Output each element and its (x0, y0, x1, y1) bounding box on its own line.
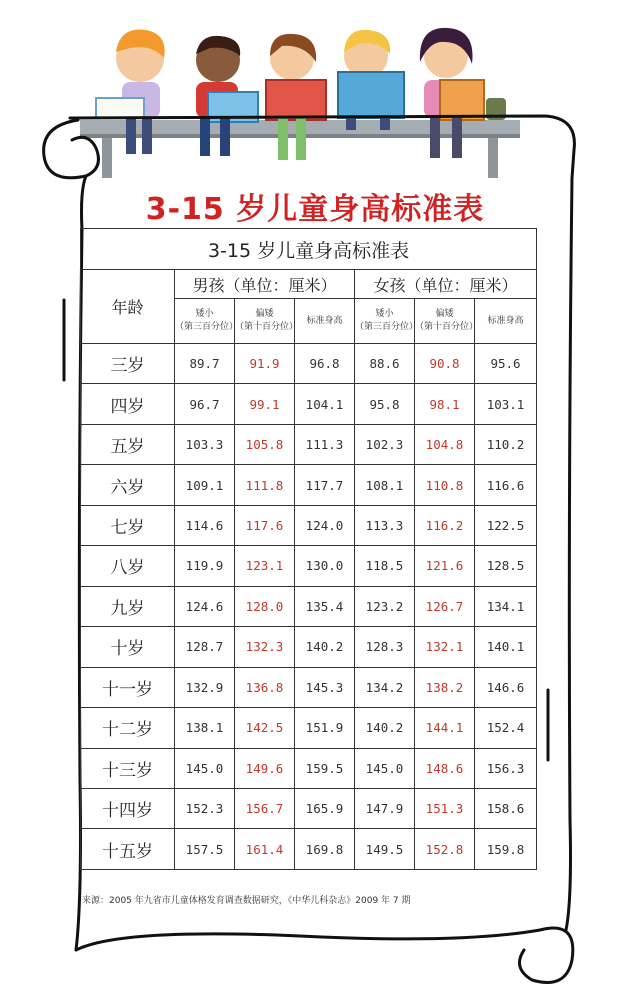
girls-lowish-value: 110.8 (415, 465, 475, 505)
boys-lowish-value: 111.8 (235, 465, 295, 505)
boys-standard-value: 111.3 (295, 424, 355, 464)
age-cell: 十二岁 (81, 708, 175, 748)
boys-lowish-value: 142.5 (235, 708, 295, 748)
table-row (81, 546, 537, 586)
table-title: 3-15 岁儿童身高标准表 (81, 229, 537, 270)
girls-short-value: 149.5 (355, 829, 415, 870)
table-row (81, 627, 537, 667)
boys-lowish-value: 161.4 (235, 829, 295, 870)
girls-standard-value: 134.1 (475, 586, 537, 626)
girls-short-value: 88.6 (355, 344, 415, 384)
boys-group-header: 男孩（单位：厘米） (175, 270, 355, 299)
height-table-container (80, 228, 536, 870)
girls-lowish-value: 138.2 (415, 667, 475, 707)
boys-standard-value: 151.9 (295, 708, 355, 748)
age-cell: 十四岁 (81, 788, 175, 828)
boys-standard-value: 117.7 (295, 465, 355, 505)
boys-standard-value: 140.2 (295, 627, 355, 667)
girls-standard-value: 140.1 (475, 627, 537, 667)
girls-short-value: 113.3 (355, 505, 415, 545)
girls-short-header: 矮小 （第三百分位） (355, 299, 415, 344)
girls-short-value: 95.8 (355, 384, 415, 424)
boys-standard-value: 145.3 (295, 667, 355, 707)
table-row (81, 708, 537, 748)
girls-standard-value: 158.6 (475, 788, 537, 828)
boys-lowish-header: 偏矮 （第十百分位） (235, 299, 295, 344)
girls-short-value: 145.0 (355, 748, 415, 788)
girls-standard-value: 103.1 (475, 384, 537, 424)
boys-short-value: 157.5 (175, 829, 235, 870)
girls-standard-value: 152.4 (475, 708, 537, 748)
boys-standard-value: 104.1 (295, 384, 355, 424)
age-cell: 九岁 (81, 586, 175, 626)
girls-short-value: 134.2 (355, 667, 415, 707)
boys-short-value: 145.0 (175, 748, 235, 788)
boys-short-value: 119.9 (175, 546, 235, 586)
height-standard-table (80, 228, 537, 870)
age-cell: 三岁 (81, 344, 175, 384)
table-row (81, 465, 537, 505)
girls-lowish-value: 121.6 (415, 546, 475, 586)
girls-standard-value: 95.6 (475, 344, 537, 384)
girls-short-value: 108.1 (355, 465, 415, 505)
girls-lowish-value: 116.2 (415, 505, 475, 545)
boys-lowish-value: 136.8 (235, 667, 295, 707)
table-row (81, 829, 537, 870)
age-cell: 六岁 (81, 465, 175, 505)
page-title: 3-15 岁儿童身高标准表 (145, 192, 485, 227)
boys-short-value: 114.6 (175, 505, 235, 545)
girls-short-value: 123.2 (355, 586, 415, 626)
boys-lowish-value: 123.1 (235, 546, 295, 586)
boys-short-value: 103.3 (175, 424, 235, 464)
age-cell: 十一岁 (81, 667, 175, 707)
girls-lowish-header: 偏矮 （第十百分位） (415, 299, 475, 344)
age-column-header: 年龄 (81, 270, 175, 344)
girls-standard-value: 159.8 (475, 829, 537, 870)
boys-lowish-value: 117.6 (235, 505, 295, 545)
boys-short-header: 矮小 （第三百分位） (175, 299, 235, 344)
girls-short-value: 147.9 (355, 788, 415, 828)
girls-lowish-value: 90.8 (415, 344, 475, 384)
age-cell: 十五岁 (81, 829, 175, 870)
boys-standard-value: 165.9 (295, 788, 355, 828)
table-row (81, 344, 537, 384)
boys-lowish-value: 91.9 (235, 344, 295, 384)
boys-standard-value: 135.4 (295, 586, 355, 626)
girls-lowish-value: 152.8 (415, 829, 475, 870)
table-row (81, 384, 537, 424)
age-cell: 四岁 (81, 384, 175, 424)
age-cell: 五岁 (81, 424, 175, 464)
girls-lowish-value: 148.6 (415, 748, 475, 788)
boys-short-value: 128.7 (175, 627, 235, 667)
boys-standard-value: 159.5 (295, 748, 355, 788)
girls-standard-value: 116.6 (475, 465, 537, 505)
boys-lowish-value: 105.8 (235, 424, 295, 464)
girls-lowish-value: 144.1 (415, 708, 475, 748)
age-cell: 十三岁 (81, 748, 175, 788)
girls-lowish-value: 98.1 (415, 384, 475, 424)
boys-lowish-value: 132.3 (235, 627, 295, 667)
boys-short-value: 109.1 (175, 465, 235, 505)
boys-lowish-value: 156.7 (235, 788, 295, 828)
table-row (81, 748, 537, 788)
girls-short-value: 118.5 (355, 546, 415, 586)
age-cell: 七岁 (81, 505, 175, 545)
boys-short-value: 89.7 (175, 344, 235, 384)
girls-standard-value: 156.3 (475, 748, 537, 788)
girls-lowish-value: 132.1 (415, 627, 475, 667)
girls-short-value: 128.3 (355, 627, 415, 667)
source-note: 来源：2005 年九省市儿童体格发育调查数据研究，《中华儿科杂志》2009 年 7 期 (82, 896, 411, 906)
girls-standard-header: 标准身高 (475, 299, 537, 344)
boys-standard-value: 130.0 (295, 546, 355, 586)
boys-standard-header: 标准身高 (295, 299, 355, 344)
boys-lowish-value: 128.0 (235, 586, 295, 626)
boys-short-value: 138.1 (175, 708, 235, 748)
boys-standard-value: 96.8 (295, 344, 355, 384)
boys-short-value: 132.9 (175, 667, 235, 707)
boys-standard-value: 124.0 (295, 505, 355, 545)
girls-short-value: 102.3 (355, 424, 415, 464)
table-row (81, 505, 537, 545)
age-cell: 八岁 (81, 546, 175, 586)
boys-standard-value: 169.8 (295, 829, 355, 870)
table-row (81, 424, 537, 464)
table-row (81, 667, 537, 707)
girls-lowish-value: 151.3 (415, 788, 475, 828)
girls-lowish-value: 104.8 (415, 424, 475, 464)
boys-short-value: 96.7 (175, 384, 235, 424)
girls-group-header: 女孩（单位：厘米） (355, 270, 537, 299)
girls-standard-value: 128.5 (475, 546, 537, 586)
girls-standard-value: 110.2 (475, 424, 537, 464)
table-body (81, 344, 537, 870)
girls-standard-value: 146.6 (475, 667, 537, 707)
girls-short-value: 140.2 (355, 708, 415, 748)
boys-lowish-value: 149.6 (235, 748, 295, 788)
girls-standard-value: 122.5 (475, 505, 537, 545)
table-row (81, 586, 537, 626)
boys-lowish-value: 99.1 (235, 384, 295, 424)
girls-lowish-value: 126.7 (415, 586, 475, 626)
boys-short-value: 152.3 (175, 788, 235, 828)
table-row (81, 788, 537, 828)
age-cell: 十岁 (81, 627, 175, 667)
boys-short-value: 124.6 (175, 586, 235, 626)
